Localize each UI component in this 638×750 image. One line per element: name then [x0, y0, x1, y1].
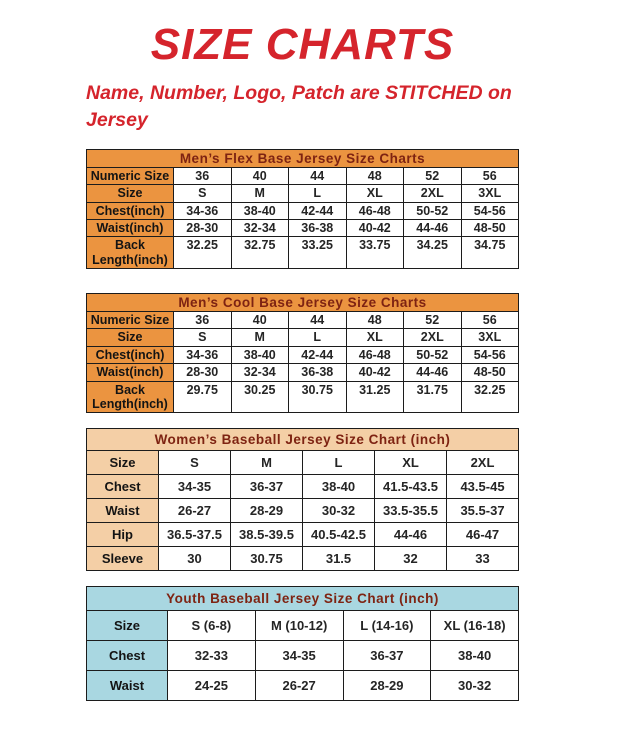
table-row — [87, 167, 519, 184]
value-cell: 42-44 — [289, 346, 347, 363]
value-cell: M — [231, 451, 303, 475]
row-label: Waist(inch) — [87, 364, 174, 381]
value-cell: 36 — [174, 167, 232, 184]
table-row — [87, 312, 519, 329]
value-cell: S — [174, 329, 232, 346]
value-cell: 36.5-37.5 — [159, 523, 231, 547]
value-cell: 38-40 — [431, 641, 519, 671]
value-cell: 44-46 — [375, 523, 447, 547]
value-cell: 40-42 — [346, 219, 404, 236]
table-title: Youth Baseball Jersey Size Chart (inch) — [87, 587, 519, 611]
row-label: Chest — [87, 475, 159, 499]
value-cell: 36-37 — [231, 475, 303, 499]
value-cell: 44-46 — [404, 364, 462, 381]
value-cell: 2XL — [404, 329, 462, 346]
value-cell: 40.5-42.5 — [303, 523, 375, 547]
value-cell: L — [289, 329, 347, 346]
value-cell: 28-30 — [174, 219, 232, 236]
table-row — [87, 202, 519, 219]
table-row — [87, 451, 519, 475]
value-cell: 28-29 — [231, 499, 303, 523]
row-label: Size — [87, 611, 168, 641]
row-label: Numeric Size — [87, 167, 174, 184]
table-title: Men’s Flex Base Jersey Size Charts — [87, 149, 519, 167]
value-cell: 30-32 — [303, 499, 375, 523]
value-cell: 32-34 — [231, 219, 289, 236]
table-title: Men’s Cool Base Jersey Size Charts — [87, 294, 519, 312]
tables-container — [86, 149, 519, 702]
value-cell: 43.5-45 — [447, 475, 519, 499]
value-cell: M (10-12) — [255, 611, 343, 641]
table-row — [87, 611, 519, 641]
table-row — [87, 219, 519, 236]
value-cell: L — [289, 185, 347, 202]
value-cell: 2XL — [447, 451, 519, 475]
table-title-row — [87, 149, 519, 167]
value-cell: L — [303, 451, 375, 475]
value-cell: 56 — [461, 167, 519, 184]
row-label: Chest(inch) — [87, 346, 174, 363]
value-cell: XL — [346, 329, 404, 346]
table-row — [87, 523, 519, 547]
table-row — [87, 671, 519, 701]
value-cell: 46-48 — [346, 346, 404, 363]
size-table-mens-flex — [86, 149, 519, 269]
row-label: Size — [87, 185, 174, 202]
value-cell: 33.5-35.5 — [375, 499, 447, 523]
value-cell: 48-50 — [461, 219, 519, 236]
table-row — [87, 364, 519, 381]
value-cell: 24-25 — [168, 671, 256, 701]
value-cell: L (14-16) — [343, 611, 431, 641]
value-cell: M — [231, 185, 289, 202]
value-cell: 42-44 — [289, 202, 347, 219]
value-cell: 50-52 — [404, 202, 462, 219]
row-label: Chest — [87, 641, 168, 671]
value-cell: 38-40 — [231, 202, 289, 219]
value-cell: 54-56 — [461, 202, 519, 219]
value-cell: 29.75 — [174, 381, 232, 413]
table-row — [87, 185, 519, 202]
value-cell: 34.75 — [461, 237, 519, 269]
value-cell: 40-42 — [346, 364, 404, 381]
value-cell: M — [231, 329, 289, 346]
size-table-youth — [86, 586, 519, 701]
table-row — [87, 237, 519, 269]
value-cell: 33.25 — [289, 237, 347, 269]
value-cell: 33 — [447, 547, 519, 571]
value-cell: 26-27 — [159, 499, 231, 523]
value-cell: 36-38 — [289, 219, 347, 236]
value-cell: 34-36 — [174, 202, 232, 219]
table-title: Women’s Baseball Jersey Size Chart (inch) — [87, 429, 519, 451]
content-area — [86, 20, 519, 701]
row-label: Sleeve — [87, 547, 159, 571]
value-cell: 41.5-43.5 — [375, 475, 447, 499]
value-cell: 46-48 — [346, 202, 404, 219]
table-title-row — [87, 587, 519, 611]
value-cell: 35.5-37 — [447, 499, 519, 523]
value-cell: 30.25 — [231, 381, 289, 413]
row-label: Size — [87, 451, 159, 475]
value-cell: 30-32 — [431, 671, 519, 701]
row-label: Numeric Size — [87, 312, 174, 329]
size-table-womens — [86, 428, 519, 571]
value-cell: 3XL — [461, 329, 519, 346]
value-cell: 56 — [461, 312, 519, 329]
value-cell: XL — [346, 185, 404, 202]
value-cell: 28-30 — [174, 364, 232, 381]
value-cell: 31.75 — [404, 381, 462, 413]
row-label: Waist(inch) — [87, 219, 174, 236]
value-cell: 34-35 — [159, 475, 231, 499]
value-cell: 44 — [289, 312, 347, 329]
value-cell: 32.25 — [461, 381, 519, 413]
value-cell: 30 — [159, 547, 231, 571]
value-cell: 31.5 — [303, 547, 375, 571]
table-row — [87, 499, 519, 523]
row-label: Waist — [87, 499, 159, 523]
value-cell: 28-29 — [343, 671, 431, 701]
value-cell: 32 — [375, 547, 447, 571]
value-cell: 46-47 — [447, 523, 519, 547]
value-cell: 32.25 — [174, 237, 232, 269]
value-cell: 30.75 — [231, 547, 303, 571]
page-subtitle: Name, Number, Logo, Patch are STITCHED on Jersey — [86, 82, 512, 131]
value-cell: 31.25 — [346, 381, 404, 413]
value-cell: 50-52 — [404, 346, 462, 363]
table-row — [87, 329, 519, 346]
value-cell: 38.5-39.5 — [231, 523, 303, 547]
table-row — [87, 641, 519, 671]
row-label: Back Length(inch) — [87, 381, 174, 413]
row-label: Hip — [87, 523, 159, 547]
value-cell: 32-34 — [231, 364, 289, 381]
value-cell: 2XL — [404, 185, 462, 202]
table-row — [87, 547, 519, 571]
value-cell: 34-35 — [255, 641, 343, 671]
value-cell: 48 — [346, 167, 404, 184]
size-table-mens-cool — [86, 293, 519, 413]
value-cell: 30.75 — [289, 381, 347, 413]
value-cell: 48-50 — [461, 364, 519, 381]
value-cell: 33.75 — [346, 237, 404, 269]
value-cell: 36-37 — [343, 641, 431, 671]
value-cell: 32.75 — [231, 237, 289, 269]
value-cell: 32-33 — [168, 641, 256, 671]
value-cell: 54-56 — [461, 346, 519, 363]
value-cell: S — [174, 185, 232, 202]
value-cell: 26-27 — [255, 671, 343, 701]
value-cell: 40 — [231, 312, 289, 329]
value-cell: 52 — [404, 312, 462, 329]
row-label: Chest(inch) — [87, 202, 174, 219]
value-cell: 44 — [289, 167, 347, 184]
value-cell: XL — [375, 451, 447, 475]
row-label: Back Length(inch) — [87, 237, 174, 269]
value-cell: 3XL — [461, 185, 519, 202]
value-cell: 38-40 — [303, 475, 375, 499]
table-title-row — [87, 429, 519, 451]
row-label: Waist — [87, 671, 168, 701]
value-cell: S — [159, 451, 231, 475]
value-cell: 44-46 — [404, 219, 462, 236]
row-label: Size — [87, 329, 174, 346]
table-row — [87, 346, 519, 363]
value-cell: 52 — [404, 167, 462, 184]
page-title: SIZE CHARTS — [150, 20, 455, 69]
table-title-row — [87, 294, 519, 312]
value-cell: 36 — [174, 312, 232, 329]
value-cell: 34-36 — [174, 346, 232, 363]
value-cell: 38-40 — [231, 346, 289, 363]
value-cell: 48 — [346, 312, 404, 329]
value-cell: 40 — [231, 167, 289, 184]
value-cell: 34.25 — [404, 237, 462, 269]
table-row — [87, 475, 519, 499]
value-cell: 36-38 — [289, 364, 347, 381]
table-row — [87, 381, 519, 413]
value-cell: S (6-8) — [168, 611, 256, 641]
value-cell: XL (16-18) — [431, 611, 519, 641]
